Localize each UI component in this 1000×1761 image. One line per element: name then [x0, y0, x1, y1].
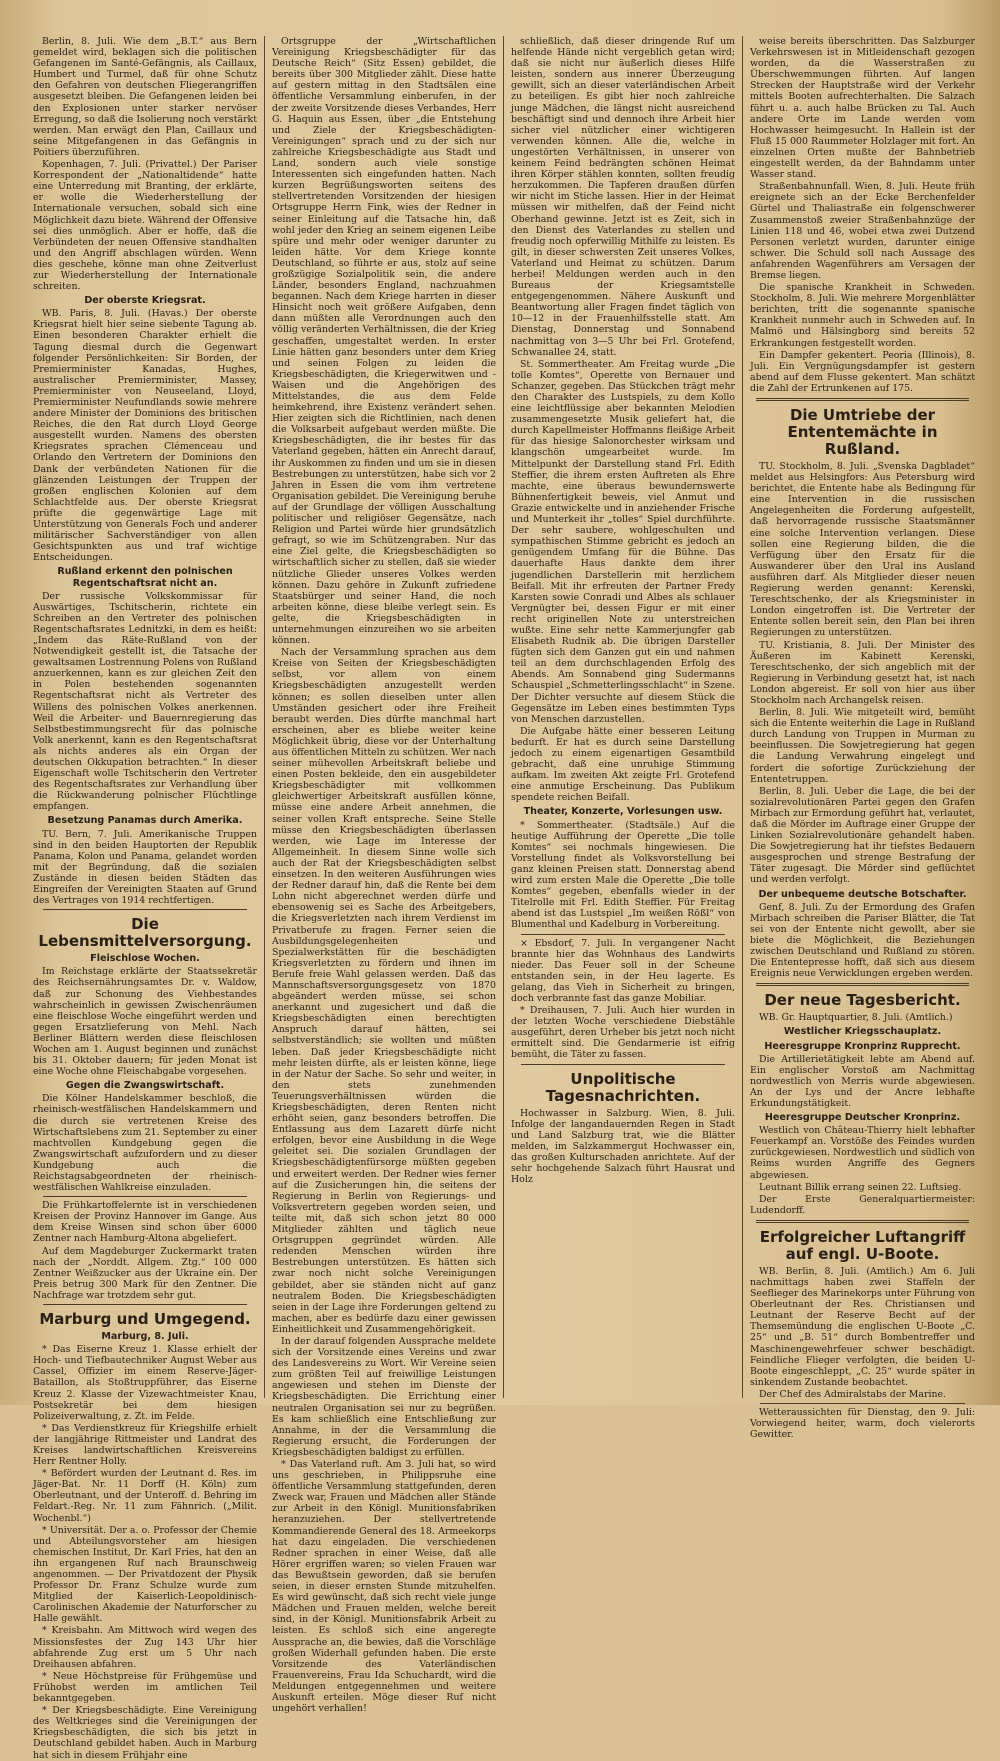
- article-paragraph: Die Artillerietätigkeit lebte am Abend auf. Ein englischer Vorstoß am Nachmittag nordwestlich von Merris wurde abgewiesen. An der Lys und der Ancre lebhafte Erkundungstätigkeit.: [750, 1053, 975, 1109]
- article-paragraph: Im Reichstage erklärte der Staatssekretär des Reichsernährungsamtes Dr. v. Waldow, daß zur Schonung des Viehbestandes wahrscheinlich in gewissen Zwischenräumen eine fleischlose Woche eingeführt werden und gegen Ersatzlieferung von Mehl. Nach Berliner Blättern werden diese fleischlosen Wochen am 1. August beginnen und zunächst bis 31. Oktober dauern; für jeden Monat ist eine Woche ohne Fleischabgabe vorgesehen.: [33, 966, 257, 1078]
- column-4: [743, 36, 982, 1441]
- article-paragraph: * Kreisbahn. Am Mittwoch wird wegen des Missionsfestes der Zug 143 Uhr hier abfahrende Zug erst um 5 Uhr nach Dreihausen abfahren.: [33, 1625, 257, 1670]
- article-paragraph: Die Aufgabe hätte einer besseren Leitung bedurft. Er hat es durch seine Darstellung jedoch zu einem eigenartigen Gesamtbild gebracht, daß eine unruhige Stimmung aufkam. Im zweiten Akt zeigte Frl. Grotefend eine anmutige Erscheinung. Das Publikum spendete reichen Beifall.: [511, 725, 735, 804]
- column-container: [26, 36, 982, 1761]
- article-paragraph: Die Frühkartoffelernte ist in verschiedenen Kreisen der Provinz Hannover im Gange. Aus dem Kreise Winsen sind schon über 6000 Zentner nach Hamburg-Altona abgeliefert.: [33, 1200, 257, 1245]
- column-divider-rule: [43, 1304, 247, 1305]
- article-paragraph: Die Kölner Handelskammer beschloß, die rheinisch-westfälischen Handelskammern und die durch sie vertretenen Kreise des Wirtschaftslebens zum 21. September zu einer machtvollen Kundgebung gegen die Zwangswirtschaft aufzufordern und zu dieser Kundgebung auch die Reichstagsabgeordneten der rheinisch-westfälischen Wahlkreise einzuladen.: [33, 1093, 257, 1194]
- section-heading: Unpolitische Tagesnachrichten.: [545, 1069, 701, 1105]
- article-paragraph: Nach der Versammlung sprachen aus dem Kreise von Seiten der Kriegsbeschädigten selbst, vor allem von einem Kriegsbeschädigten anzugestellt werden können; es sollen dieselben unter allen Umständen gesichert oder ihre Freiheit beraubt werden. Dies dürfte manchmal hart erscheinen, aber es bliebe weiter keine Möglichkeit übrig, diese vor der Unterhaltung aus öffentlichen Mitteln zu schützen. Wer nach seiner mühevollen Arbeitskraft beliebe und einen Posten bekleide, den ein ausgebildeter Kriegsbeschädigter mit vollkommen gleichwertiger Arbeitskraft ausfüllen könne, müsse eine andere Arbeit annehmen, die seiner vollen Kraft entspreche. Seine Stelle müsse den Kriegsbeschädigten überlassen werden, wie Lage im Interesse der Allgemeinheit. In diesem Sinne wolle sich auch der Rat der Kriegsbeschädigten selbst einsetzen. In den weiteren Ausführungen wies der Redner darauf hin, daß die Rente bei dem Lohn nicht abgerechnet werden dürfe und ebensowenig sei es Sache des Arbeitgebers, die Kriegsverletzten nach ihrem Verdienst im Privatberufe zu fragen. Ferner seien die Ausbildungsgelegenheiten und Spezialwerkstätten für die beschädigten Kriegsverletzten zu fördern und ihnen im Berufe freie Wahl gelassen werden. Daß das Mannschaftsversorgungsgesetz von 1870 abgeändert werden müsse, sei schon anerkannt und zugesichert und daß die Kriegsbeschädigten einen berechtigten Anspruch darauf hätten, sei selbstverständlich; sie wollten und müßten leben. Daß jeder Kriegsbeschädigte nicht mehr leisten dürfte, als er leisten könne, liege in der Natur der Sache. So sehr und weiter, in den stets zunehmenden Teuerungsverhältnissen würden die Kriegsbeschädigten, deren Renten nicht erhöht seien, ganz besonders betroffen. Die Entlassung aus dem Lazarett dürfe nicht erfolgen, bevor eine Ausbildung in die Wege geleitet sei. Die sozialen Grundlagen der Kriegsbeschädigtenfürsorge müßten gegeben und erweitert werden. Der Redner wies ferner auf die Zusicherungen hin, die seitens der Regierung in Berlin von Regierungs- und Volksvertretern gegeben worden seien, und teilte mit, daß sich schon jetzt 80 000 Mitglieder zählten und täglich neue Ortsgruppen gegründet würden. Alle redenden Menschen würden ihre Bestrebungen unterstützen. Es hätten sich zwar noch nicht solche Vereinigungen gebildet, aber sie ständen nicht auf ganz neutralem Boden. Die Kriegsbeschädigten seien in der Lage ihre Forderungen geltend zu machen, aber es bedürfe dazu einer gewissen Einheitlichkeit und Zusammengehörigkeit.: [272, 647, 496, 1335]
- sub-heading: Westlicher Kriegsschauplatz.: [783, 1026, 942, 1038]
- article-paragraph: * Das Vaterland ruft. Am 3. Juli hat, so wird uns geschrieben, in Philippsruhe eine öffentliche Versammlung stattgefunden, deren Zweck war, Frauen und Mädchen aller Stände zur Arbeit in den Königl. Munitionsfabriken heranzuziehen. Der stellvertretende Kommandierende General des 18. Armeekorps hat dazu eingeladen. Die verschiedenen Redner sprachen in einer Weise, daß alle Hörer ergriffen waren; so vielen Frauen war das Bewußtsein geworden, daß sie berufen seien, in dieser ernsten Stunde mitzuhelfen. Es wird gewünscht, daß sich recht viele junge Mädchen und Frauen melden, welche bereit sind, in der Königl. Munitionsfabrik Arbeit zu leisten. Es schloß sich eine angeregte Aussprache an, die bewies, daß die Vorschläge großen Widerhall gefunden haben. Die erste Vorsitzende des Vaterländischen Frauenvereins, Frau Ida Schuchardt, wird die Meldungen entgegennehmen und weitere Auskunft erteilen. Möge dieser Ruf nicht ungehört verhallen!: [272, 1459, 496, 1715]
- article-paragraph: Leutnant Billik errang seinen 22. Luftsieg.: [759, 1181, 962, 1193]
- article-paragraph: WB. Berlin, 8. Juli. (Amtlich.) Am 6. Juli nachmittags haben zwei Staffeln der Seeflieger des Marinekorps unter Führung von Oberleutnant der Res. Christiansen und Leutnant der Reserve Becht auf der Themsemündung die englischen U-Boote „C. 25“ und „B. 51“ durch Bombentreffer und Maschinengewehrfeuer schwer beschädigt. Feindliche Flieger verfolgten, die beiden U-Boote eingeschleppt, „C. 25“ wurde später in sinkendem Zustande beobachtet.: [750, 1265, 975, 1388]
- article-paragraph: WB. Gr. Hauptquartier, 8. Juli. (Amtlich.): [759, 1012, 953, 1024]
- article-paragraph: * Das Verdienstkreuz für Kriegshilfe erhielt der langjährige Rittmeister und Landrat des Kreises landwirtschaftlichen Kreisvereins Herr Rentner Holly.: [33, 1422, 257, 1468]
- article-paragraph: Berlin, 8. Juli. Wie dem „B.T.“ aus Bern gemeldet wird, beklagen sich die politischen Gefangenen im Santé-Gefängnis, als Caillaux, Humbert und Turmel, daß für ohne Schutz den Gefahren von deutschen Fliegerangriffen ausgesetzt bleiben. Die Gefangenen leiden bei den Explosionen unter starker nervöser Erregung, so daß die Isolierung noch verstärkt werden. Man erwägt den Plan, Caillaux und seine Mitgefangenen in das Gefängnis in Poitiers überzuführen.: [33, 36, 257, 158]
- article-paragraph: WB. Paris, 8. Juli. (Havas.) Der oberste Kriegsrat hielt hier seine siebente Tagung ab. Einen besonderen Charakter erhielt die Tagung diesmal durch die Gegenwart folgender Persönlichkeiten: Sir Borden, der Premierminister Kanadas, Hughes, australischer Premierminister, Massey, Premierminister von Neuseeland, Lloyd, Premierminister Neufundlands sowie mehrere andere Minister der Dominions des britischen Reiches, die den Rat durch Lloyd George ausgestellt wurden. Namens des obersten Kriegsrates sprachen Clémenceau und Orlando den Vertretern der Dominions den Dank der verbündeten Nationen für die glänzenden Leistungen der Truppen der großen englischen Kolonien auf dem Schlachtfelde aus. Der oberste Kriegsrat prüfte die gegenwärtige Lage mit Unterstützung von Generals Foch und anderer militärischer Sachverständiger von allen Gesichtspunkten aus und traf wichtige Entscheidungen.: [33, 308, 257, 564]
- column-divider-rule: [43, 1196, 247, 1197]
- column-3: [504, 36, 743, 1398]
- section-heading: Die Lebensmittelversorgung.: [38, 915, 252, 951]
- article-paragraph: Kopenhagen, 7. Juli. (Privattel.) Der Pariser Korrespondent der „Nationaltidende“ hatte eine Unterredung mit Branting, der erklärte, er wolle die Wiederherstellung der Internationale versuchen, sobald sich eine Möglichkeit dazu biete. Während der Offensive sei dies unmöglich. Aber er hoffe, daß die Verbündeten der neuen Offensive standhalten und den Angriff abschlagen würden. Wenn dies geschehe, könne man ohne Zeitverlust zur Wiederherstellung der Internationale schreiten.: [33, 159, 257, 293]
- article-paragraph: In der darauf folgenden Aussprache meldete sich der Vorsitzende eines Vereins und zwar des Landesvereins zu Wort. Wir Vereine seien zum größten Teil auf freiwillige Leistungen angewiesen und stehen im Dienste der Kriegsbeschädigten. Die Errichtung einer neutralen Organisation sei nur zu begrüßen. Es kam schließlich eine Entschließung zur Annahme, in der die Versammlung die Regierung ersucht, die Forderungen der Kriegsbeschädigten baldigst zu erfüllen.: [272, 1335, 496, 1458]
- article-paragraph: * Befördert wurden der Leutnant d. Res. im Jäger-Bat. Nr. 11 Dorff (H. Köln) zum Oberleutnant, und der Unteroff. d. Behring im Feldart.-Reg. Nr. 11 zum Fähnrich. („Milit. Wochenbl.“): [33, 1468, 257, 1524]
- column-divider-rule: [760, 1403, 965, 1404]
- article-paragraph: Berlin, 8. Juli. Ueber die Lage, die bei der sozialrevolutionären Partei gegen den Grafen Mirbach zur Ermordung geführt hat, verlautet, daß die Mörder im Auftrage einer Gruppe der Linken Sozialrevolutionäre gehandelt haben. Die Sowjetregierung hat ihr tiefstes Bedauern ausgesprochen und strenge Bestrafung der Täter zugesagt. Die Mörder sind geflüchtet und werden verfolgt.: [750, 785, 975, 886]
- sub-heading: Rußland erkennt den polnischen Regentschaftsrat nicht an.: [57, 566, 233, 589]
- article-paragraph: * Das Eiserne Kreuz 1. Klasse erhielt der Hoch- und Tiefbautechniker August Weber aus Cassel, Offizier im einem Reserve-Jäger-Bataillon, als Stoßtruppführer, das Eiserne Kreuz 2. Klasse der Vizewachtmeister Knau, Postsekretär bei dem hiesigen Polizeiverwaltung, z. Zt. im Felde.: [33, 1344, 257, 1422]
- column-divider-rule: [43, 909, 247, 910]
- section-heading: Die Umtriebe der Ententemächte in Rußland.: [787, 406, 938, 458]
- article-paragraph: * Sommertheater. (Stadtsäle.) Auf die heutige Aufführung der Operette „Die tolle Komtes“ sei nochmals hingewiesen. Die Vorstellung findet als Volksvorstellung bei ganz kleinen Preisen statt. Donnerstag abend wird zum ersten Male die Operette „Die tolle Komtes“ gegeben, ebenfalls wieder in der Titelrolle mit Frl. Edith Steffier. Für Freitag abend ist das Lustspiel „Im weißen Rößl“ von Blumenthal und Kadelburg in Vorbereitung.: [511, 819, 735, 931]
- article-paragraph: Der Chef des Admiralstabs der Marine.: [759, 1388, 947, 1400]
- sub-heading: Besetzung Panamas durch Amerika.: [47, 815, 243, 827]
- section-heading: Marburg und Umgegend.: [39, 1310, 251, 1329]
- article-paragraph: weise bereits überschritten. Das Salzburger Verkehrswesen ist in Mitleidenschaft gezogen worden, da die Wasserstraßen zu Überschwemmungen führten. Auf langen Strecken der Hauptstraße wird der Verkehr mittels Booten aufrechterhalten. Die Salzach führt u. a. auch halbe Brücken zu Tal. Auch andere Orte im Lande werden vom Hochwasser heimgesucht. In Hallein ist der Fluß 15 000 Raummeter Holzlager mit fort. An einzelnen Orten mußte der Bahnbetrieb eingestellt werden, da der Bahndamm unter Wasser stand.: [750, 36, 975, 181]
- sub-heading: Marburg, 8. Juli.: [101, 1331, 189, 1343]
- article-paragraph: St. Sommertheater. Am Freitag wurde „Die tolle Komtes“, Operette von Bernauer und Schanzer, gegeben. Das Stückchen trägt mehr den Charakter des Lustspiels, zu dem Kollo eine leichtflüssige aber bekannten Melodien zusammengesetzte Musik geliefert hat, die durch Kapellmeister Hoffmanns fleißige Arbeit für das hiesige Salonorchester wirksam und klangschön umgearbeitet wurde. Im Mittelpunkt der Darstellung stand Frl. Edith Steffier, die ihrem ersten Auftreten als Ehre machte, eine überaus bewundernswerte Bühnenfertigkeit beweis, viel Anmut und Grazie entwickelte und in anziehender Frische und Munterkeit ihr „tolles“ Spiel durchführte. Der sehr saubere, wohlgeschulten und sympathischen Stimme gebricht es jedoch an genügendem Umfang für die Bühne. Das dauerhafte Haus dankte dem ihrer jugendlichen Darstellerin mit herzlichem Beifall. Mit ihr erfreuten der Partner Fredy Karsten sowie Conradi und Albes als schlauer Vergnügter bei, dessen Figur er mit einer recht originellen Note zu unterstreichen wußte. Eine sehr nette Kammerjungfer gab Elisabeth Rudnik ab. Die übrigen Darsteller fügten sich dem Ganzen gut ein und nahmen teil an dem durchschlagenden Erfolg des Abends. Am Sonnabend ging Sudermanns Schauspiel „Schmetterlingsschlacht“ in Szene. Der Dichter versuchte auf diesem Stück die Gegensätze im Leben eines bestimmten Typs von Menschen darzustellen.: [511, 358, 735, 725]
- article-paragraph: Auf dem Magdeburger Zuckermarkt traten nach der „Norddt. Allgem. Ztg.“ 100 000 Zentner Weißzucker aus der Ukraine ein. Der Preis betrug 300 Mark für den Zentner. Die Nachfrage war trotzdem sehr gut.: [33, 1245, 257, 1301]
- sub-heading: Heeresgruppe Kronprinz Rupprecht.: [764, 1040, 961, 1052]
- article-paragraph: Berlin, 8. Juli. Wie mitgeteilt wird, bemüht sich die Entente weiterhin die Lage in Rußland durch Landung von Truppen in Murman zu beeinflussen. Die Sowjetregierung hat gegen die Landung Verwahrung eingelegt und fordert die sofortige Zurückziehung der Ententetruppen.: [750, 707, 975, 785]
- sub-heading: Theater, Konzerte, Vorlesungen usw.: [523, 806, 723, 818]
- article-paragraph: Westlich von Château-Thierry hielt lebhafter Feuerkampf an. Vorstöße des Feindes wurden zurückgewiesen. Nordwestlich und südlich von Reims wurden Angriffe des Gegners abgewiesen.: [750, 1125, 975, 1181]
- article-paragraph: Straßenbahnunfall. Wien, 8. Juli. Heute früh ereignete sich an der Ecke Berchenfelder Gürtel und Thaliastraße ein folgenschwerer Zusammenstoß zweier Straßenbahnzüge der Linien 118 und 46, wobei etwa zwei Dutzend Personen verletzt wurden, darunter einige schwer. Die Schuld soll nach Aussage des anfahrenden Wagenführers am Versagen der Bremse liegen.: [750, 181, 975, 281]
- article-paragraph: * Dreihausen, 7. Juli. Auch hier wurden in der letzten Woche verschiedene Diebstähle ausgeführt, deren Urheber bis jetzt noch nicht ermittelt sind. Die Gendarmerie ist eifrig bemüht, die Täter zu fassen.: [511, 1005, 735, 1061]
- column-divider-rule: [521, 934, 725, 935]
- sub-heading: Der unbequeme deutsche Botschafter.: [758, 888, 967, 900]
- section-heading: Erfolgreicher Luftangriff auf engl. U-Boote.: [759, 1227, 966, 1263]
- section-heading: Der neue Tagesbericht.: [764, 991, 961, 1010]
- article-paragraph: Wetteraussichten für Dienstag, den 9. Juli: Vorwiegend heiter, warm, doch vielerorts Gewitter.: [750, 1407, 975, 1441]
- article-paragraph: TU. Kristiania, 8. Juli. Der Minister des Äußeren im Kabinett Kerenski, Tereschtschenko, der sich angeblich mit der Regierung in Verbindung gesetzt hat, ist nach London abgereist. Er soll von hier aus über Stockholm nach Archangelsk reisen.: [750, 639, 975, 706]
- column-divider-rule: [756, 398, 969, 401]
- article-paragraph: * Universität. Der a. o. Professor der Chemie und Abteilungsvorsteher am hiesigen chemischen Institut, Dr. Karl Fries, hat den an ihn ergangenen Ruf nach Braunschweig angenommen. — Der Privatdozent der Physik Professor Dr. Franz Schulze wurde zum Mitglied der Kaiserlich-Leopoldinisch-Carolinischen Akademie der Naturforscher zu Halle gewählt.: [33, 1524, 257, 1625]
- article-paragraph: TU. Stockholm, 8. Juli. „Svenska Dagbladet“ meldet aus Helsingfors: Aus Petersburg wird berichtet, die Entente habe als Bedingung für eine Intervention in die russischen Angelegenheiten die Forderung aufgestellt, daß hervorragende russische Staatsmänner eine solche Intervention verlangen. Diese sollen eine Regierung bilden, die die Verfügung über den Ersatz für die Auswanderer über den Ural ins Ausland ausführen darf. Als Mitglieder dieser neuen Regierung werden genannt: Kerenski, Tereschtschenko, der als Kriegsminister in London eingetroffen ist. Die Vertreter der Entente sollen bereit sein, den Plan bei ihren Regierungen zu unterstützen.: [750, 461, 975, 639]
- article-paragraph: × Ebsdorf, 7. Juli. In vergangener Nacht brannte hier das Wohnhaus des Landwirts nieder. Das Feuer soll in der Scheune entstanden sein, in der Heu lagerte. Es gelang, das Vieh in Sicherheit zu bringen, doch verbrannte fast das ganze Mobiliar.: [511, 937, 735, 1004]
- sub-heading: Der oberste Kriegsrat.: [84, 295, 206, 307]
- article-paragraph: Der russische Volkskommissar für Auswärtiges, Tschitscherin, richtete ein Schreiben an den Vertreter des polnischen Regentschaftsrates Lednitzki, in dem es heißt: „Indem das Räte-Rußland von der Notwendigkeit gestellt ist, die Tatsache der gewaltsamen Lostrennung Polens von Rußland anzuerkennen, kann es zur gleichen Zeit den in Polen bestehenden sogenannten Regentschaftsrat nicht als Vertreter des Willens des polnischen Volkes anerkennen. Weil die Arbeiter- und Bauernregierung das Selbstbestimmungsrecht für das polnische Volk anerkennt, kann es den Regentschaftsrat als nichts anderes als ein Organ der deutschen Okkupation betrachten.“ In dieser Eigenschaft wolle Tschitscherin den Vertreter des Regentschaftsrates zur Verhandlung über die Rückwanderung polnischer Flüchtlinge empfangen.: [33, 590, 257, 813]
- column-2: [265, 36, 504, 1715]
- article-paragraph: Die spanische Krankheit in Schweden. Stockholm, 8. Juli. Wie mehrere Morgenblätter berichten, tritt die sogenannte spanische Krankheit nunmehr auch in Schweden auf. In Malmö und Hälsingborg sind bereits 52 Erkrankungen festgestellt worden.: [750, 282, 975, 349]
- sub-heading: Heeresgruppe Deutscher Kronprinz.: [764, 1112, 961, 1124]
- column-divider-rule: [756, 1220, 969, 1223]
- article-paragraph: * Neue Höchstpreise für Frühgemüse und Frühobst werden im amtlichen Teil bekanntgegeben.: [33, 1670, 257, 1705]
- article-paragraph: Genf, 8. Juli. Zu der Ermordung des Grafen Mirbach schreiben die Pariser Blätter, die Tat sei von der Entente nicht gewollt, aber sie biete die Möglichkeit, die Beziehungen zwischen Deutschland und Rußland zu stören. Die Ententepresse hofft, daß sich aus diesem Ereignis neue Verwicklungen ergeben werden.: [750, 901, 975, 980]
- article-paragraph: Ein Dampfer gekentert. Peoria (Illinois), 8. Juli. Ein Vergnügungsdampfer ist gestern abend auf dem Flusse gekentert. Man schätzt die Zahl der Ertrunkenen auf 175.: [750, 349, 975, 394]
- sub-heading: Gegen die Zwangswirtschaft.: [65, 1080, 225, 1092]
- article-paragraph: schließlich, daß dieser dringende Ruf um helfende Hände nicht vergeblich getan wird; daß sie nicht nur äußerlich dieses Hilfe leisten, sondern aus innerer Überzeugung gewillt, sich an dieser vaterländischen Arbeit zu beteiligen. Es gibt hier noch zahlreiche junge Mädchen, die längst nicht ausreichend beschäftigt sind und dennoch ihre Arbeit hier sicher viel nützlicher einer wichtigeren verwenden können. Alle die, welche in ungestörten Verhältnissen, in unserer von keinem Feind bedrängten schönen Heimat ihren Körper stählen konnten, sollten freudig herzukommen. Die Tapferen draußen dürfen wir nicht im Stiche lassen. Hier in der Heimat müssen wir mithelfen, daß der Feind nicht Oberhand gewinne. Jetzt ist es Zeit, sich in den Dienst des Vaterlandes zu stellen und freudig noch opferwillig Mithilfe zu leisten. Es gilt, in dieser schwersten Zeit unseres Volkes, Vaterland und Heimat zu schützen. Darum herbei! Meldungen werden auch in den Bureaus der Kriegsamtstelle entgegengenommen. Nähere Auskunft und Beantwortung aller Fragen findet täglich von 10—12 in der Frauenhilfsstelle statt. Am Dienstag, Donnerstag und Sonnabend nachmittag von 3—5 Uhr bei Frl. Grotefend, Schwanallee 24, statt.: [511, 36, 735, 358]
- article-paragraph: * Der Kriegsbeschädigte. Eine Vereinigung des Weltkrieges sind die Vereinigungen der Kriegsbeschädigten, die sich bis jetzt in Deutschland gebildet haben. Auch in Marburg hat sich in diesem Frühjahr eine: [33, 1705, 257, 1761]
- article-paragraph: Hochwasser in Salzburg. Wien, 8. Juli. Infolge der langandauernden Regen in Stadt und Land Salzburg trat, wie die Blätter melden, im Salzkammergut Hochwasser ein, das großen Kulturschaden anrichtete. Auf der sehr hochgehende Salzach führt Hausrat und Holz: [511, 1107, 735, 1186]
- article-paragraph: Der Erste Generalquartiermeister: Ludendorff.: [750, 1193, 975, 1216]
- column-divider-rule: [756, 983, 969, 986]
- article-paragraph: Ortsgruppe der „Wirtschaftlichen Vereinigung Kriegsbeschädigter für das Deutsche Reich“ (Sitz Essen) gebildet, die bereits über 300 Mitglieder zählt. Diese hatte auf gestern mittag in den Stadtsälen eine öffentliche Versammlung einberufen, in der der zweite Vorsitzende dieses Verbandes, Herr G. Haquin aus Essen, über „die Entstehung und Ziele der Kriegsbeschädigten-Vereinigungen“ sprach und zu der sich nur zahlreiche Kriegsbeschädigte aus Stadt und Land, sondern auch viele sonstige Interessenten sich eingefunden hatten. Nach kurzen Begrüßungsworten seitens des stellvertretenden Vorsitzenden der hiesigen Ortsgruppe Herrn Fink, wies der Redner in seiner Einleitung auf die Tatsache hin, daß wohl jeder den Krieg an seinem eigenen Leibe spüre und mehr oder weniger darunter zu leiden hätte. Vor dem Kriege konnte Deutschland, so führte er aus, stolz auf seine großzügige Sozialpolitik sein, die andere Länder, besonders England, nachzuahmen begannen. Nach dem Kriege harrten in dieser Hinsicht noch weit größere Aufgaben, denn dann müßten alle Verordnungen auch den völlig veränderten Verhältnissen, die der Krieg geschaffen, umgestaltet werden. In erster Linie hätten ganz besonders unter dem Krieg und seinen Folgen zu leiden die Kriegsbeschädigten, die Kriegerwitwen und -Waisen und die Angehörigen des Mittelstandes, die aus dem Felde heimkehrend, ihre Existenz verändert sehen. Hier zeigten sich die Richtlinien, nach denen die Volksarbeit aufgebaut werden müßte. Die Kriegsbeschädigten, die ihr bestes für das Vaterland gegeben, hätten ein Anrecht darauf, ihr Auskommen zu finden und um sie in diesen Bestrebungen zu unterstützen, habe sich vor 2 Jahren in Essen die vom ihm vertretene Organisation gebildet. Die Vereinigung beruhe auf der Grundlage der völligen Ausschaltung politischer und religiöser Gegensätze, nach Religion und Partei würde hier grundsätzlich gefragt, so wie im Schützengraben. Nur das eine Ziel gelte, die Kriegsbeschädigten so wirtschaftlich sicher zu stellen, daß sie wieder nützliche Glieder unseres Volkes werden können. Dazu gehöre in Zukunft zufriedene Staatsbürger und seiner Hand, die noch arbeiten könne, diese bleibe verlegt sein. Es gelte, die Kriegsbeschädigten in unternehmungen einzureihen wo sie arbeiten können.: [272, 36, 496, 647]
- column-1: [26, 36, 265, 1761]
- sub-heading: Fleischlose Wochen.: [90, 953, 200, 965]
- column-divider-rule: [521, 1064, 725, 1065]
- article-paragraph: TU. Bern, 7. Juli. Amerikanische Truppen sind in den beiden Hauptorten der Republik Panama, Kolon und Panama, gelandet worden mit der Begründung, daß die sozialen Zustände in diesen beiden Städten das Eingreifen der Vereinigten Staaten auf Grund des Vertrages von 1914 rechtfertigen.: [33, 828, 257, 907]
